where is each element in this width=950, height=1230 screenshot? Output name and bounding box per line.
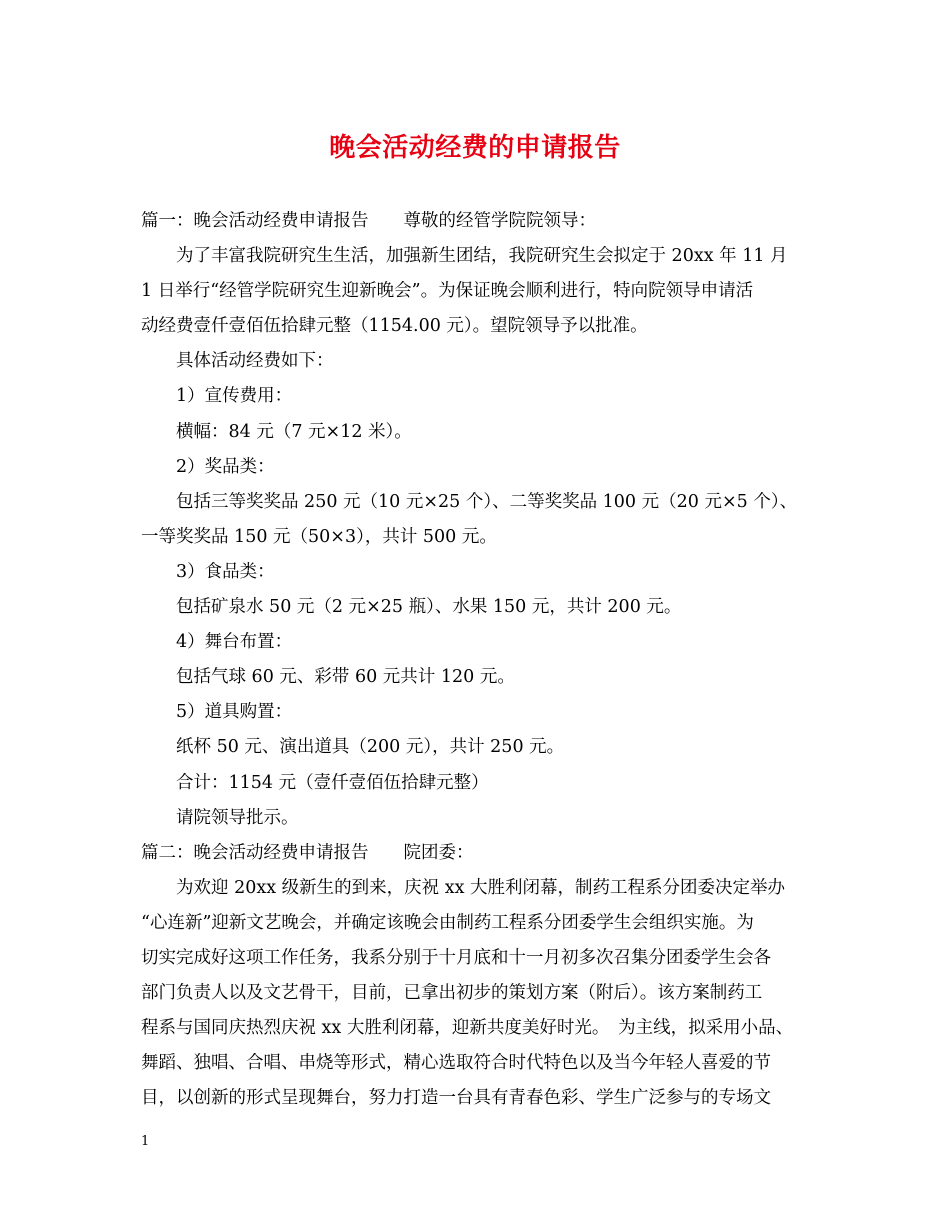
- body-line: 目，以创新的形式呈现舞台，努力打造一台具有青春色彩、学生广泛参与的专场文: [141, 1088, 771, 1109]
- body-line: 舞蹈、独唱、合唱、串烧等形式，精心选取符合时代特色以及当今年轻人喜爱的节: [141, 1053, 771, 1074]
- body-line: 1 日举行“经管学院研究生迎新晚会”。为保证晚会顺利进行，特向院领导申请活: [141, 281, 754, 302]
- body-line: 请院领导批示。: [176, 807, 299, 828]
- document-title: 晚会活动经费的申请报告: [329, 133, 621, 163]
- body-line: 合计：1154 元（壹仟壹佰伍拾肆元整）: [176, 772, 489, 793]
- body-line: “心连新”迎新文艺晚会，并确定该晚会由制药工程系分团委学生会组织实施。为: [141, 912, 754, 933]
- document-body: [141, 204, 841, 1116]
- body-line: 3）食品类：: [176, 561, 275, 582]
- body-line: 动经费壹仟壹佰伍拾肆元整（1154.00 元）。望院领导予以批准。: [141, 316, 648, 337]
- body-line: 包括矿泉水 50 元（2 元×25 瓶）、水果 150 元，共计 200 元。: [176, 597, 682, 618]
- body-line: 篇二：晚会活动经费申请报告 院团委：: [141, 842, 474, 863]
- body-line: 包括气球 60 元、彩带 60 元共计 120 元。: [176, 667, 515, 688]
- body-line: 程系与国同庆热烈庆祝 xx 大胜利闭幕，迎新共度美好时光。 为主线，拟采用小品、: [141, 1018, 794, 1039]
- body-line: 纸杯 50 元、演出道具（200 元），共计 250 元。: [176, 737, 565, 758]
- body-line: 切实完成好这项工作任务，我系分别于十月底和十一月初多次召集分团委学生会各: [141, 947, 771, 968]
- page-number: 1: [141, 1134, 150, 1149]
- body-line: 4）舞台布置：: [176, 632, 293, 653]
- body-line: 一等奖奖品 150 元（50×3），共计 500 元。: [141, 526, 497, 547]
- body-line: 1）宣传费用：: [176, 386, 293, 407]
- body-line: 为欢迎 20xx 级新生的到来，庆祝 xx 大胜利闭幕，制药工程系分团委决定举办: [176, 877, 785, 898]
- body-line: 具体活动经费如下：: [176, 351, 334, 372]
- body-line: 篇一：晚会活动经费申请报告 尊敬的经管学院院领导：: [141, 211, 596, 231]
- body-line: 5）道具购置：: [176, 702, 293, 723]
- body-line: 为了丰富我院研究生生活，加强新生团结，我院研究生会拟定于 20xx 年 11 月: [176, 246, 788, 267]
- body-line: 横幅：84 元（7 元×12 米）。: [176, 421, 412, 442]
- body-line: 部门负责人以及文艺骨干，目前，已拿出初步的策划方案（附后）。该方案制药工: [141, 983, 763, 1004]
- body-line: 包括三等奖奖品 250 元（10 元×25 个）、二等奖奖品 100 元（20 元×5 个）、: [176, 491, 798, 512]
- body-line: 2）奖品类：: [176, 456, 275, 477]
